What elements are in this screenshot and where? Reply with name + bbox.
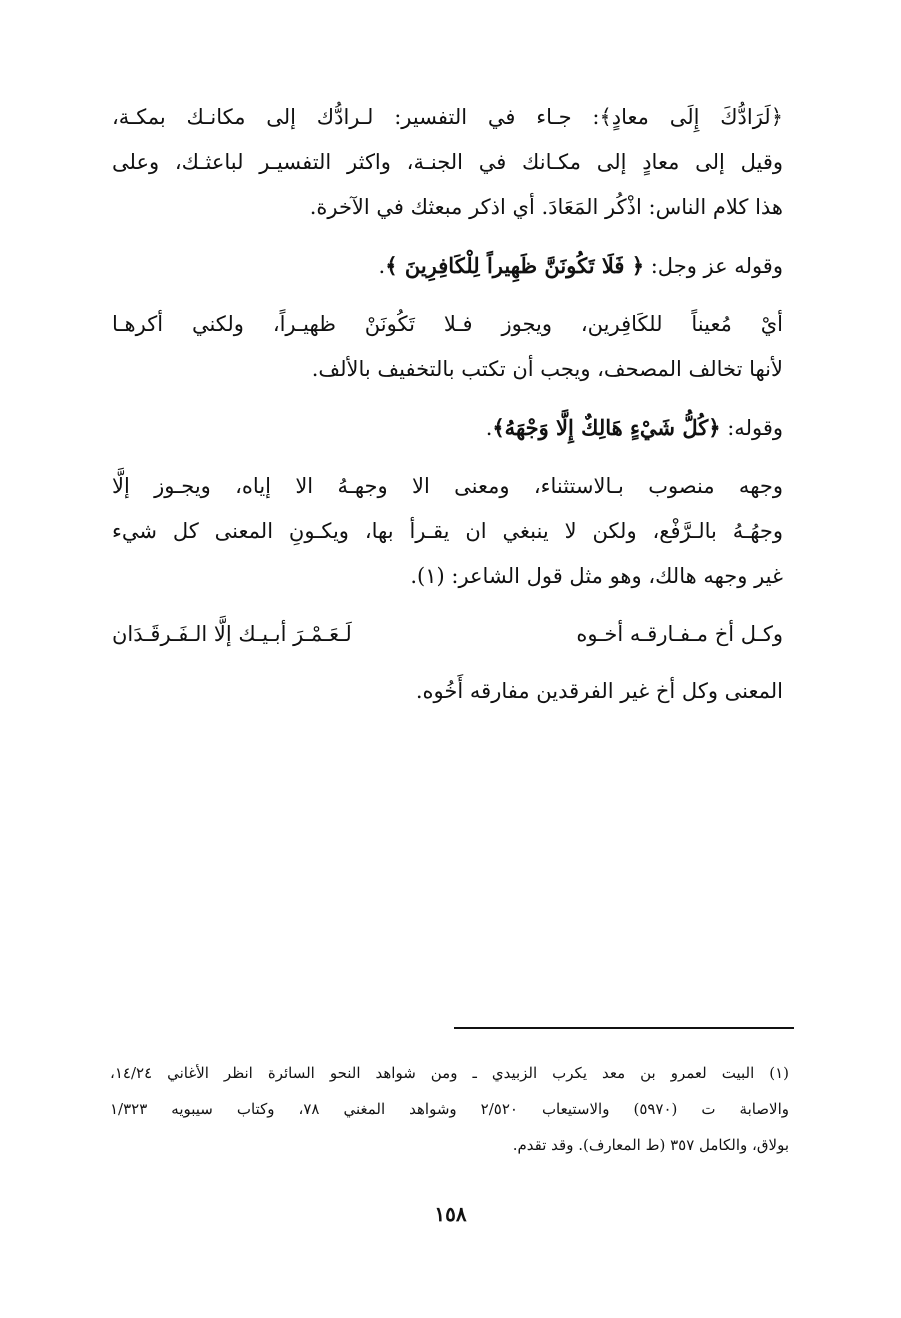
text-line: هذا كلام الناس: اذْكُر المَعَادَ. أي اذكر مبعثك في الآخرة.: [309, 195, 783, 219]
text-line: المعنى وكل أخ غير الفرقدين مفارقه أَخُوه.: [415, 679, 783, 703]
footnote-divider: [454, 1027, 794, 1029]
quote-end: .: [378, 254, 386, 278]
text-line: أيْ مُعيناً للكَافِرين، ويجوز فـلا تَكُونَنْ ظهيـراً، ولكني أكرهـا: [112, 312, 783, 336]
text-line: ﴿لَرَادُّكَ إِلَى معادٍ﴾: جـاء في التفسير: لـرادُّك إلى مكانـك بمكـة،: [112, 105, 783, 129]
quote-lead: وقوله عز وجل:: [650, 254, 783, 278]
page-number: ١٥٨: [434, 1202, 467, 1226]
footnote-line: (١) البيت لعمرو بن معد يكرب الزبيدي ـ ومن شواهد النحو السائرة انظر الأغاني ١٤/٢٤،: [110, 1064, 789, 1082]
text-line: وقيل إلى معادٍ إلى مكـانك في الجنـة، واكثر التفسيـر لباعثـك، وعلى: [112, 150, 783, 174]
quote-end: .: [485, 416, 493, 440]
poetry-verse: [112, 612, 783, 657]
footnote-line: والاصابة ت (٥٩٧٠) والاستيعاب ٢/٥٢٠ وشواهد المغني ٧٨، وكتاب سيبويه ١/٣٢٣: [110, 1100, 790, 1118]
paragraph-istithna: [112, 464, 783, 599]
paragraph-wajhahu-verse: [112, 405, 783, 451]
quran-quote: ﴿ فَلَا تَكُونَنَّ ظَهِيراً لِلْكَافِرِينَ ﴾: [385, 253, 645, 278]
quote-lead: وقوله:: [727, 416, 783, 440]
paragraph-tafsir-maad: [112, 95, 783, 230]
text-line: غير وجهه هالك، وهو مثل قول الشاعر: (١).: [410, 564, 783, 588]
paragraph-muin: [112, 302, 783, 392]
text-line: وجهُـهُ بالـرَّفْع، ولكن لا ينبغي ان يقـرأ بها، ويكـونِ المعنى كل شيء: [112, 519, 783, 543]
footnotes: [110, 1055, 789, 1163]
quran-quote: ﴿كُلُّ شَيْءٍ هَالِكٌ إِلَّا وَجْهَهُ﴾: [492, 415, 721, 440]
paragraph-zahiran-verse: [112, 243, 783, 289]
main-text: [112, 95, 783, 727]
verse-right-hemistich: وكـل أخ مـفـارقـه أخـوه: [576, 622, 783, 646]
text-line: وجهه منصوب بـالاستثناء، ومعنى الا وجهـهُ الا إياه، ويجـوز إلَّا: [112, 474, 783, 498]
footnote-line: بولاق، والكامل ٣٥٧ (ط المعارف). وقد تقدم.: [512, 1136, 789, 1154]
text-line: لأنها تخالف المصحف، ويجب أن تكتب بالتخفيف بالألف.: [311, 357, 783, 381]
verse-left-hemistich: لَـعَـمْـرَ أبـيـك إلَّا الـفَـرقَـدَان: [112, 622, 352, 646]
paragraph-meaning: [112, 669, 783, 714]
